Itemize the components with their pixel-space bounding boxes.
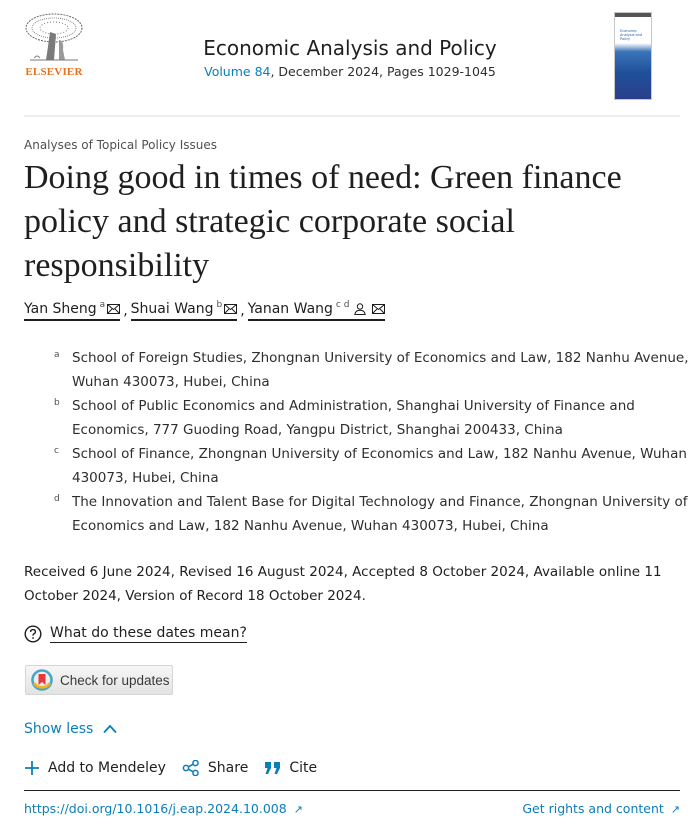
cover-band [615,13,651,17]
header-divider [24,115,680,117]
author-separator: , [240,303,245,319]
share-button[interactable] [182,760,248,776]
plus-icon [24,760,40,776]
author-name: Yan Sheng [24,301,97,317]
affiliation-item [50,490,690,538]
journal-issue-details [120,62,580,82]
author-separator: , [123,303,128,319]
author-list [24,301,385,321]
add-to-mendeley-label: Add to Mendeley [48,760,166,776]
check-for-updates-button[interactable] [25,665,173,695]
external-link-icon: ↗ [293,803,303,816]
check-for-updates-label: Check for updates [60,672,170,688]
affiliation-label: b [54,398,60,408]
affiliation-text: School of Finance, Zhongnan University of Economics and Law, 182 Nanhu Avenue, Wuhan 430073, Hubei, China [72,446,687,486]
affiliation-item [50,346,690,394]
author-affil-marker: b [216,300,223,310]
cover-title: Economic Analysis and Policy [620,29,643,41]
elsevier-tree-icon [24,12,84,64]
article-section: Analyses of Topical Policy Issues [24,138,217,152]
affiliation-label: a [54,350,60,360]
affiliation-text: The Innovation and Talent Base for Digital Technology and Finance, Zhongnan University of Economics and Law, 182 Nanhu Avenue, Wuhan 430073, Hubei, China [72,494,688,534]
crossmark-icon [31,669,53,691]
add-to-mendeley-button[interactable] [24,760,166,776]
author-shuai-wang[interactable] [131,301,238,321]
volume-link[interactable]: Volume 84 [204,64,271,79]
issue-details: , December 2024, Pages 1029-1045 [270,64,496,79]
affiliation-item [50,442,690,490]
elsevier-logo[interactable] [24,12,84,82]
quote-icon [264,761,281,775]
author-affil-marker: a [99,300,106,310]
author-yanan-wang[interactable] [248,301,386,321]
author-name: Shuai Wang [130,301,214,317]
author-name: Yanan Wang [247,301,333,317]
affiliation-label: c [54,446,59,456]
doi-link[interactable] [24,801,303,816]
cite-label: Cite [289,760,318,776]
share-label: Share [207,760,249,776]
dates-help-link[interactable] [24,625,247,643]
get-rights-link[interactable] [522,801,680,816]
journal-header [0,0,700,118]
email-icon [107,304,120,314]
email-icon [224,304,237,314]
corresponding-author-icon [354,303,366,315]
actions-divider [24,790,680,791]
get-rights-text: Get rights and content [522,801,664,816]
question-circle-icon [24,625,42,643]
show-less-toggle[interactable] [24,721,117,737]
external-link-icon: ↗ [670,803,680,816]
article-actions [24,760,333,776]
share-icon [182,760,200,776]
article-dates: Received 6 June 2024, Revised 16 August 2024, Accepted 8 October 2024, Available online 11 October 2024, Version of Record 18 October 2024. [24,564,662,604]
affiliation-text: School of Foreign Studies, Zhongnan University of Economics and Law, 182 Nanhu Avenue, Wuhan 430073, Hubei, China [72,350,689,390]
chevron-up-icon [103,724,117,734]
affiliation-list [50,346,690,538]
journal-cover-image[interactable] [614,12,652,100]
journal-info [120,34,580,82]
article-title: Doing good in times of need: Green finance policy and strategic corporate social responsibility [24,159,622,284]
doi-text: https://doi.org/10.1016/j.eap.2024.10.008 [24,801,287,816]
show-less-label: Show less [24,721,94,737]
email-icon [372,304,385,314]
elsevier-wordmark: ELSEVIER [25,66,83,78]
cite-button[interactable] [264,760,317,776]
affiliation-item [50,394,690,442]
dates-help-text[interactable]: What do these dates mean? [50,625,247,641]
author-affil-marker: c d [335,300,350,310]
author-yan-sheng[interactable] [24,301,120,321]
affiliation-label: d [54,494,60,504]
journal-title[interactable]: Economic Analysis and Policy [203,36,497,60]
affiliation-text: School of Public Economics and Administration, Shanghai University of Finance and Economics, 777 Guoding Road, Yangpu District, Shanghai 200433, China [72,398,635,438]
